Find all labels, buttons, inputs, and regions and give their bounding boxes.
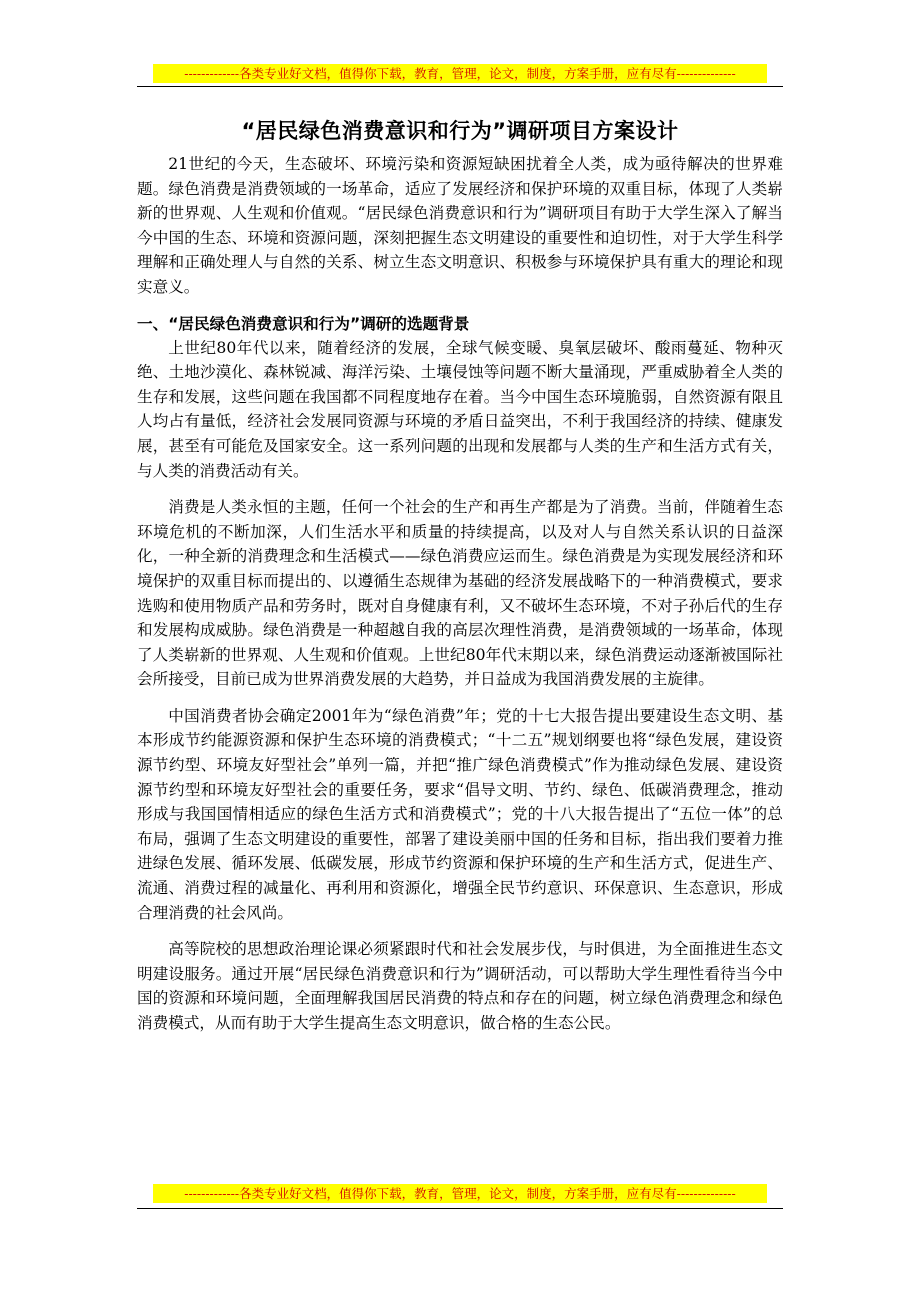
footer-banner: -------------各类专业好文档，值得你下载，教育，管理，论文，制度，方案手册，应有尽有-------------- xyxy=(153,1184,767,1203)
document-body xyxy=(137,116,783,1036)
body-paragraph-3: 中国消费者协会确定2001年为“绿色消费”年；党的十七大报告提出要建设生态文明、基本形成节约能源资源和保护生态环境的消费模式；“十二五”规划纲要也将“绿色发展，建设资源节约型、环境友好型社会”单列一篇，并把“推广绿色消费模式”作为推动绿色发展、建设资源节约型和环境友好型社会的重要任务，要求“倡导文明、节约、绿色、低碳消费理念，推动形成与我国国情相适应的绿色生活方式和消费模式”；党的十八大报告提出了“五位一体”的总布局，强调了生态文明建设的重要性，部署了建设美丽中国的任务和目标，指出我们要着力推进绿色发展、循环发展、低碳发展，形成节约资源和保护环境的生产和生活方式，促进生产、流通、消费过程的减量化、再利用和资源化，增强全民节约意识、环保意识、生态意识，形成合理消费的社会风尚。 xyxy=(137,706,783,922)
body-paragraph-4: 高等院校的思想政治理论课必须紧跟时代和社会发展步伐，与时俱进，为全面推进生态文明建设服务。通过开展“居民绿色消费意识和行为”调研活动，可以帮助大学生理性看待当今中国的资源和环境问题，全面理解我国居民消费的特点和存在的问题，树立绿色消费理念和绿色消费模式，从而有助于大学生提高生态文明意识，做合格的生态公民。 xyxy=(137,940,783,1032)
intro-paragraph: 21世纪的今天，生态破坏、环境污染和资源短缺困扰着全人类，成为亟待解决的世界难题。绿色消费是消费领域的一场革命，适应了发展经济和保护环境的双重目标，体现了人类崭新的世界观、人生观和价值观。“居民绿色消费意识和行为”调研项目有助于大学生深入了解当今中国的生态、环境和资源问题，深刻把握生态文明建设的重要性和迫切性，对于大学生科学理解和正确处理人与自然的关系、树立生态文明意识、积极参与环境保护具有重大的理论和现实意义。 xyxy=(137,155,783,296)
footer-divider xyxy=(137,1208,783,1209)
header-divider xyxy=(137,86,783,87)
header-banner: -------------各类专业好文档，值得你下载，教育，管理，论文，制度，方案手册，应有尽有-------------- xyxy=(153,64,767,83)
section-heading: 一、“居民绿色消费意识和行为”调研的选题背景 xyxy=(137,314,470,333)
document-title: “居民绿色消费意识和行为”调研项目方案设计 xyxy=(241,119,679,143)
body-paragraph-1: 上世纪80年代以来，随着经济的发展，全球气候变暖、臭氧层破坏、酸雨蔓延、物种灭绝、土地沙漠化、森林锐减、海洋污染、土壤侵蚀等问题不断大量涌现，严重威胁着全人类的生存和发展，这些问题在我国都不同程度地存在着。当今中国生态环境脆弱，自然资源有限且人均占有量低，经济社会发展同资源与环境的矛盾日益突出，不利于我国经济的持续、健康发展，甚至有可能危及国家安全。这一系列问题的出现和发展都与人类的生产和生活方式有关，与人类的消费活动有关。 xyxy=(137,338,783,480)
body-paragraph-2: 消费是人类永恒的主题，任何一个社会的生产和再生产都是为了消费。当前，伴随着生态环境危机的不断加深，人们生活水平和质量的持续提高，以及对人与自然关系认识的日益深化，一种全新的消费理念和生活模式——绿色消费应运而生。绿色消费是为实现发展经济和环境保护的双重目标而提出的、以遵循生态规律为基础的经济发展战略下的一种消费模式，要求选购和使用物质产品和劳务时，既对自身健康有利，又不破坏生态环境，不对子孙后代的生存和发展构成威胁。绿色消费是一种超越自我的高层次理性消费，是消费领域的一场革命，体现了人类崭新的世界观、人生观和价值观。上世纪80年代末期以来，绿色消费运动逐渐被国际社会所接受，目前已成为世界消费发展的大趋势，并日益成为我国消费发展的主旋律。 xyxy=(137,498,783,689)
